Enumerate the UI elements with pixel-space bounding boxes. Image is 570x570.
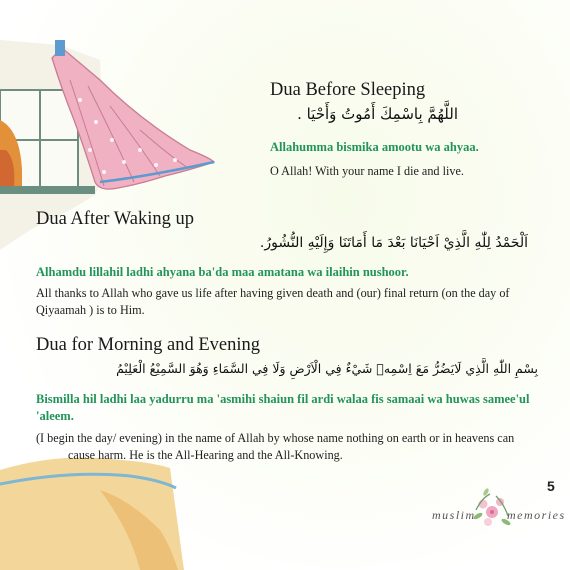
brand-text-muslim: muslim (432, 508, 476, 522)
brand-text-memories: memories (507, 508, 566, 522)
arabic-dua-after-waking: اَلْحَمْدُ لِلّٰهِ الَّذِيْ اَحْيَانَا بَعْدَ مَا أَمَاتَنَا وَإِلَيْهِ النُّشُورُ. (259, 235, 528, 251)
meaning-morning-evening: (I begin the day/ evening) in the name of Allah by whose name nothing on earth or in heavens can cause harm. He is the All-Hearing and the All-Knowing. (36, 431, 515, 462)
transliteration-morning-evening: Bismilla hil ladhi laa yadurru ma 'asmihi shaiun fil ardi walaa fis samaai wa huwas samee'ul 'aleem. (36, 392, 530, 423)
transliteration-before-sleeping: Allahumma bismika amootu wa ahyaa. (270, 140, 479, 154)
page-number: 5 (547, 478, 555, 494)
blanket-illustration (0, 458, 184, 570)
section-title-morning-evening: Dua for Morning and Evening (36, 335, 261, 355)
section-title-before-sleeping: Dua Before Sleeping (270, 80, 426, 100)
flower-decoration (473, 488, 512, 527)
arabic-dua-morning-evening: بِسْمِ اللّٰهِ الَّذِي لَايَضُرُّ مَعَ اِسْمِهٖ شَيْءٌ فِي الْاَرْضِ وَلَا فِي السَّمَاءِ وَهُوَ السَّمِيْعُ الْعَلِيْمُ (116, 361, 538, 376)
meaning-after-waking: All thanks to Allah who gave us life after having given death and (our) final return (on the day of Qiyaamah ) is to Him. (36, 286, 510, 317)
meaning-before-sleeping: O Allah! With your name I die and live. (270, 164, 464, 178)
arabic-dua-before-sleeping: اللَّهُمَّ بِاسْمِكَ أَمُوتُ وَأَحْيَا . (297, 105, 458, 123)
section-title-after-waking: Dua After Waking up (36, 209, 194, 229)
transliteration-after-waking: Alhamdu lillahil ladhi ahyana ba'da maa amatana wa ilaihin nushoor. (36, 265, 409, 279)
